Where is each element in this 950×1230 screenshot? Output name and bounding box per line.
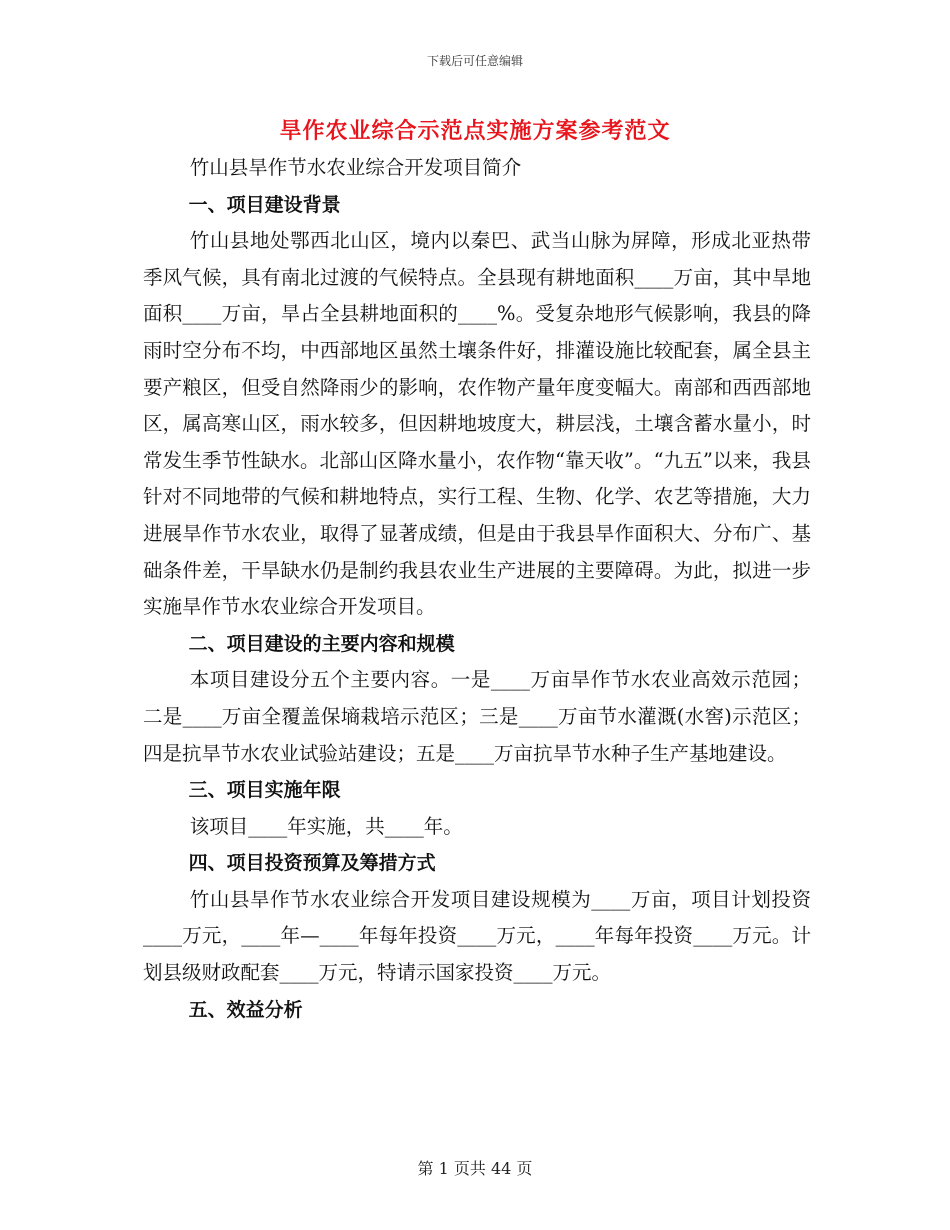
section-text-period: 该项目____年实施，共____年。 bbox=[189, 814, 463, 838]
header-note: 下载后可任意编辑 bbox=[426, 54, 523, 68]
section-text-background: 竹山县地处鄂西北山区，境内以秦巴、武当山脉为屏障，形成北亚热带季风气候，具有南北过渡的气候特点。全县现有耕地面积____万亩，其中旱地面积____万亩，旱占全县耕地面积的____%。受复杂地形气候影响，我县的降雨时空分布不均，中西部地区虽然土壤条件好，排灌设施比较配套，属全县主要产粮区，但受自然降雨少的影响，农作物产量年度变幅大。南部和西西部地区，属高寒山区，雨水较多，但因耕地坡度大，耕层浅，土壤含蓄水量小，时常发生季节性缺水。北部山区降水量小，农作物“靠天收”。“九五”以来，我县针对不同地带的气候和耕地特点，实行工程、生物、化学、农艺等措施，大力进展旱作节水农业，取得了显著成绩，但是由于我县旱作面积大、分布广、基础条件差，干旱缺水仍是制约我县农业生产进展的主要障碍。为此，拟进一步实施旱作节水农业综合开发项目。 bbox=[143, 229, 811, 619]
section-heading-period: 三、项目实施年限 bbox=[188, 779, 341, 802]
section-heading-background: 一、项目建设背景 bbox=[188, 193, 341, 216]
section-heading-content-scale: 二、项目建设的主要内容和规模 bbox=[188, 632, 455, 655]
section-text-investment: 竹山县旱作节水农业综合开发项目建设规模为____万亩，项目计划投资____万元，____年—____年每年投资____万元，____年每年投资____万元。计划县级财政配套____万元，特请示国家投资____万元。 bbox=[143, 887, 811, 985]
page-number: 第 1 页共 44 页 bbox=[417, 1159, 533, 1178]
document-body bbox=[143, 150, 811, 1028]
document-subtitle: 竹山县旱作节水农业综合开发项目简介 bbox=[189, 156, 522, 179]
document-title: 旱作农业综合示范点实施方案参考范文 bbox=[279, 118, 671, 144]
section-heading-investment: 四、项目投资预算及筹措方式 bbox=[188, 852, 436, 875]
section-heading-benefit: 五、效益分析 bbox=[188, 998, 303, 1021]
section-text-content-scale: 本项目建设分五个主要内容。一是____万亩旱作节水农业高效示范园；二是____万亩全覆盖保墒栽培示范区；三是____万亩节水灌溉(水窖)示范区；四是抗旱节水农业试验站建设；五是____万亩抗旱节水种子生产基地建设。 bbox=[143, 668, 811, 765]
